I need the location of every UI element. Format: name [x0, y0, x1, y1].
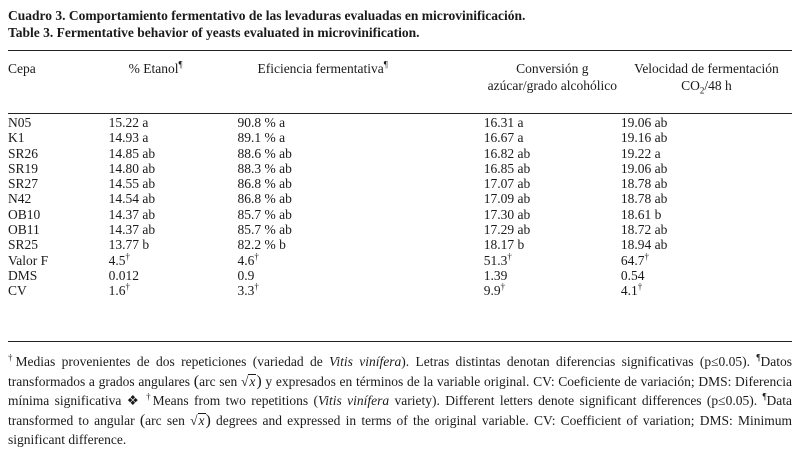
cell-conversion: 16.85 ab [483, 160, 531, 176]
cell-conversion: 16.31 a [483, 115, 524, 130]
cell-eficiencia: 4.6† [237, 251, 259, 268]
cell-etanol: 14.54 ab [108, 191, 156, 207]
cell-velocidad: 18.61 b [620, 206, 662, 222]
cell-etanol: 14.80 ab [108, 160, 156, 176]
cell-conversion: 16.67 a [483, 130, 524, 146]
cell-velocidad: 19.06 ab [620, 115, 668, 130]
cell-cepa: OB10 [8, 206, 41, 222]
separator-icon: ❖ [126, 393, 141, 408]
cell-eficiencia: 86.8 % ab [237, 191, 292, 207]
cell-velocidad: 18.78 ab [620, 176, 668, 192]
cell-conversion: 9.9† [483, 281, 506, 299]
cell-eficiencia: 89.1 % a [237, 130, 286, 146]
cell-conversion: 1.39 [483, 267, 508, 283]
cell-cepa: OB11 [8, 222, 40, 238]
table-row [8, 222, 792, 237]
cell-etanol: 14.55 ab [108, 176, 156, 192]
cell-stat-label: DMS [8, 267, 38, 283]
cell-etanol: 14.93 a [108, 130, 149, 146]
fermentation-table [8, 60, 792, 299]
cell-conversion: 17.07 ab [483, 176, 531, 192]
stats-row [8, 283, 792, 298]
cell-eficiencia: 88.6 % ab [237, 145, 292, 161]
cell-velocidad: 18.72 ab [620, 222, 668, 238]
sqrt-expression: x [249, 373, 256, 389]
table-body [8, 114, 792, 299]
cell-eficiencia: 0.9 [237, 267, 255, 283]
table-row [8, 161, 792, 176]
table-row [8, 191, 792, 206]
header-row [8, 60, 792, 114]
header-etanol: % Etanol¶ [128, 59, 183, 76]
cell-cepa: K1 [8, 130, 25, 146]
table-caption [8, 7, 525, 41]
cell-conversion: 16.82 ab [483, 145, 531, 161]
cell-cepa: SR19 [8, 160, 39, 176]
cell-conversion: 18.17 b [483, 237, 525, 253]
cell-cepa: N05 [8, 115, 32, 130]
cell-stat-label: CV [8, 283, 27, 299]
cell-velocidad: 4.1† [620, 281, 643, 299]
cell-etanol: 14.37 ab [108, 222, 156, 238]
cell-stat-label: Valor F [8, 252, 49, 268]
cell-cepa: SR27 [8, 176, 39, 192]
cell-cepa: SR25 [8, 237, 39, 253]
cell-velocidad: 64.7† [620, 251, 649, 268]
table-row [8, 207, 792, 222]
cell-conversion: 51.3† [483, 251, 512, 268]
cell-eficiencia: 86.8 % ab [237, 176, 292, 192]
bottom-rule [8, 341, 792, 342]
cell-conversion: 17.29 ab [483, 222, 531, 238]
caption-english: Table 3. Fermentative behavior of yeasts evaluated in microvinification. [8, 25, 420, 40]
cell-velocidad: 18.94 ab [620, 237, 668, 253]
cell-cepa: N42 [8, 191, 32, 207]
cell-velocidad: 19.06 ab [620, 160, 668, 176]
cell-eficiencia: 88.3 % ab [237, 160, 292, 176]
table-row [8, 146, 792, 161]
cell-velocidad: 19.22 a [620, 145, 661, 161]
cell-conversion: 17.09 ab [483, 191, 531, 207]
cell-etanol: 0.012 [108, 267, 139, 283]
species-name: Vitis vinífera [329, 354, 402, 369]
cell-eficiencia: 3.3† [237, 281, 259, 299]
header-conversion: Conversión g azúcar/grado alcohólico [487, 61, 617, 93]
table-footnotes: †Medias provenientes de dos repeticiones (variedad de Vitis vinífera). Letras distintas denotan diferencias significativas (p≤0.05). ¶Datos transformados a grados angulares (arc sen √x) y expresados en términos de la variable original. CV: Coeficiente de variación; DMS: Diferencia mínima significativa ❖ †Means from two repetitions (Vitis vinífera variety). Different letters denote significant differences (p≤0.05). ¶Data transformed to angular (arc sen √x) degrees and expressed in terms of the original variable. CV: Coefficient of variation; DMS: Minimum significant difference. [8, 352, 792, 447]
cell-etanol: 15.22 a [108, 115, 149, 130]
cell-velocidad: 18.78 ab [620, 191, 668, 207]
cell-eficiencia: 85.7 % ab [237, 206, 292, 222]
table-row [8, 130, 792, 145]
table-row [8, 114, 792, 130]
cell-etanol: 13.77 b [108, 237, 150, 253]
header-velocidad: Velocidad de fermentación $CO_2/48$ h [634, 61, 779, 96]
cell-etanol: 1.6† [108, 281, 130, 299]
cell-cepa: SR26 [8, 145, 39, 161]
top-rule [8, 50, 792, 51]
cell-velocidad: 19.16 ab [620, 130, 668, 146]
cell-eficiencia: 85.7 % ab [237, 222, 292, 238]
cell-velocidad: 0.54 [620, 267, 645, 283]
cell-eficiencia: 82.2 % b [237, 237, 286, 253]
cell-etanol: 14.37 ab [108, 206, 156, 222]
table-row [8, 176, 792, 191]
header-cepa: Cepa [8, 61, 36, 76]
cell-eficiencia: 90.8 % a [237, 115, 286, 130]
cell-conversion: 17.30 ab [483, 206, 531, 222]
caption-spanish: Cuadro 3. Comportamiento fermentativo de las levaduras evaluadas en microvinificación. [8, 8, 526, 23]
cell-etanol: 4.5† [108, 251, 130, 268]
cell-etanol: 14.85 ab [108, 145, 156, 161]
header-eficiencia: Eficiencia fermentativa¶ [257, 59, 388, 76]
stats-row [8, 253, 792, 268]
